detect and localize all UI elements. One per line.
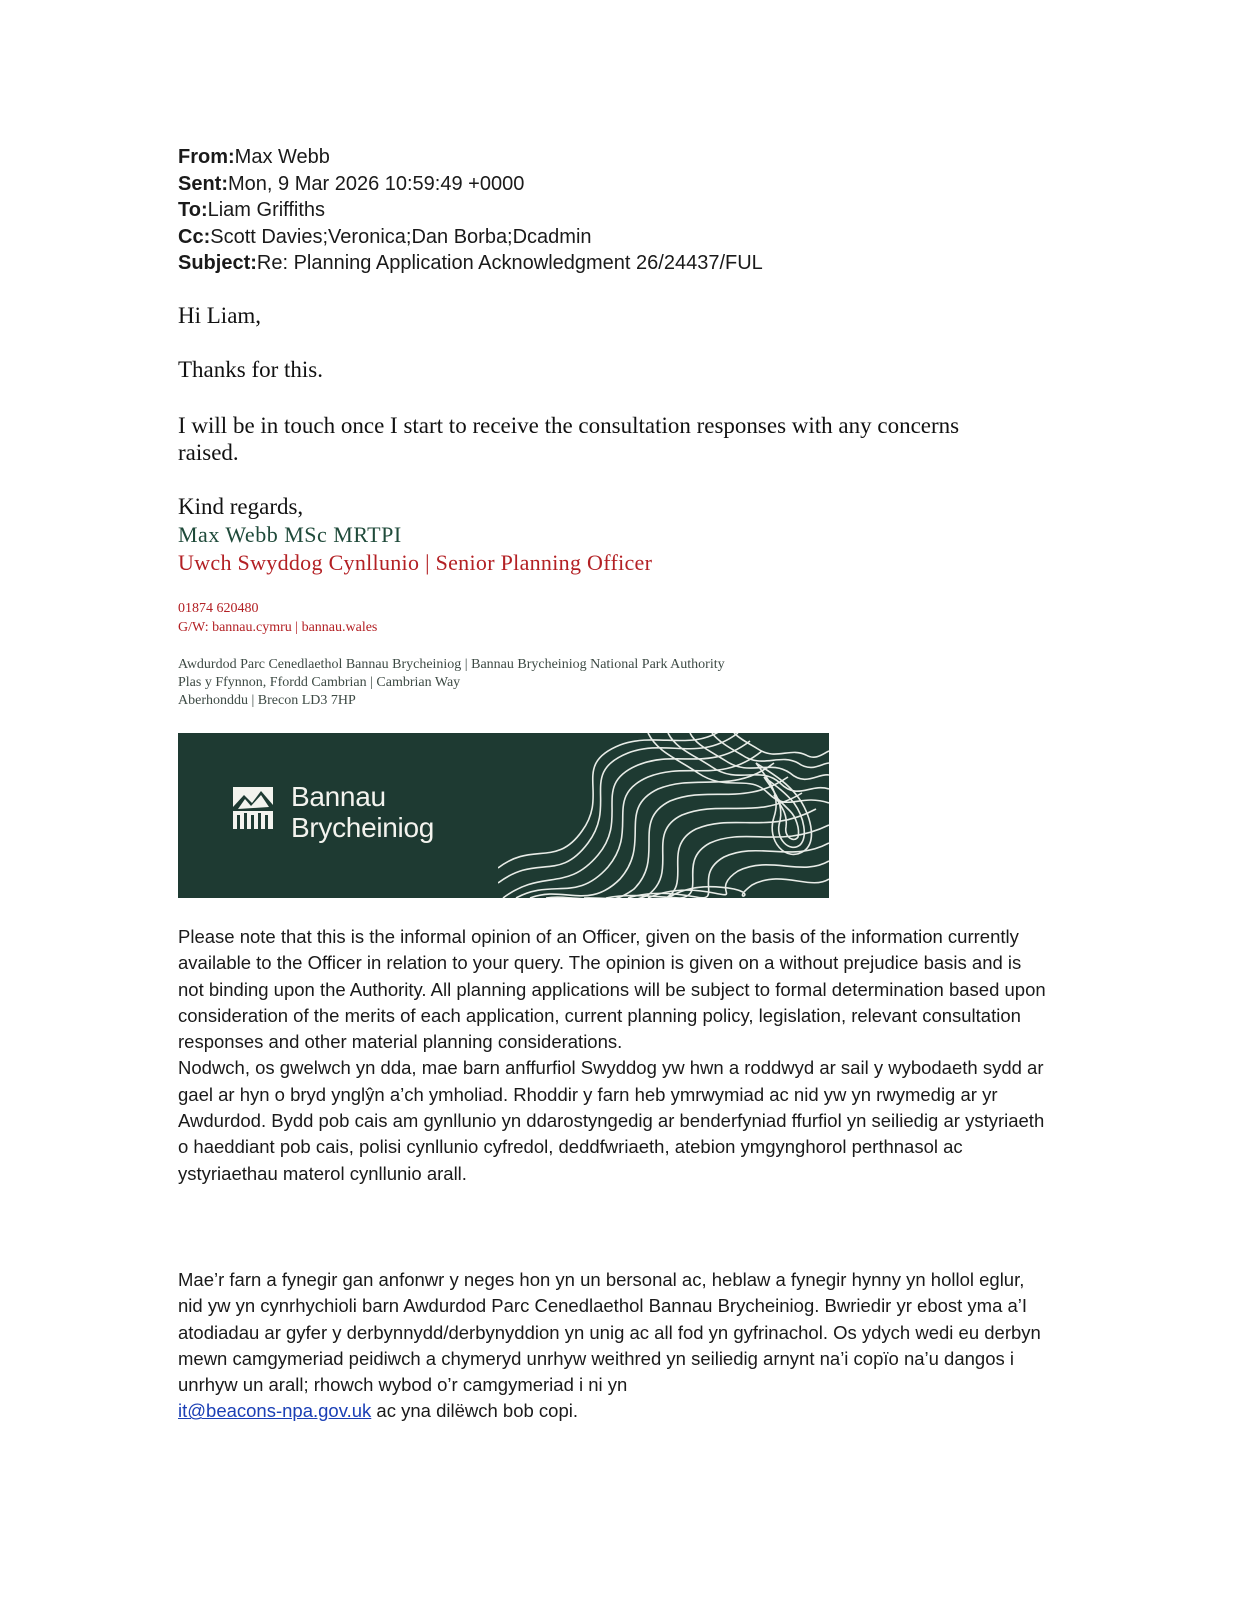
subject-label: Subject:	[178, 252, 257, 274]
sent-row	[178, 171, 763, 198]
disclaimer-block	[178, 924, 1048, 1187]
from-label: From:	[178, 146, 235, 168]
cc-value: Scott Davies;Veronica;Dan Borba;Dcadmin	[210, 225, 592, 248]
confidentiality-tail: ac yna dilëwch bob copi.	[371, 1400, 578, 1422]
banner-logo-text	[291, 781, 434, 843]
sent-value: Mon, 9 Mar 2026 10:59:49 +0000	[228, 172, 525, 195]
contour-lines-graphic	[498, 733, 829, 898]
signature-name: Max Webb MSc MRTPI	[178, 522, 402, 547]
confidentiality-notice	[178, 1267, 1048, 1425]
signature-phone: 01874 620480	[178, 601, 259, 616]
address-line-1: Awdurdod Parc Cenedlaethol Bannau Brycheiniog | Bannau Brycheiniog National Park Authority	[178, 657, 725, 672]
signature-title: Uwch Swyddog Cynllunio | Senior Planning Officer	[178, 550, 653, 575]
confidentiality-text: Mae’r farn a fynegir gan anfonwr y neges hon yn un bersonal ac, heblaw a fynegir hynny yn hollol eglur, nid yw yn cynrhychioli barn Awdurdod Parc Cenedlaethol Bannau Brycheiniog. Bwriedir yr ebost yma a’I atodiadau ar gyfer y derbynnydd/derbynyddion yn unig ac all fod yn gyfrinachol. Os ydych wedi eu derbyn mewn camgymeriad peidiwch a chymeryd unrhyw weithred yn seiliedig arnynt na’i copïo na’u dangos i unrhyw un arall; rhowch wybod o’r camgymeriad i ni yn	[178, 1269, 1041, 1396]
bannau-logo-icon	[230, 785, 276, 835]
banner-line-1: Bannau	[291, 781, 386, 812]
address-line-2: Plas y Ffynnon, Ffordd Cambrian | Cambrian Way	[178, 675, 461, 690]
signature-address	[178, 656, 725, 710]
disclaimer-english: Please note that this is the informal opinion of an Officer, given on the basis of the information currently available to the Officer in relation to your query. The opinion is given on a without prejudice basis and is not binding upon the Authority. All planning applications will be subject to formal determination based upon consideration of the merits of each application, current planning policy, legislation, relevant consultation responses and other material planning considerations.	[178, 926, 1046, 1053]
address-line-3: Aberhonddu | Brecon LD3 7HP	[178, 693, 356, 708]
disclaimer-welsh: Nodwch, os gwelwch yn dda, mae barn anffurfiol Swyddog yw hwn a roddwyd ar sail y wybodaeth sydd ar gael ar hyn o bryd ynglŷn a’ch ymholiad. Rhoddir y farn heb ymrwymiad ac nid yw yn rwymedig ar yr Awdurdod. Bydd pob cais am gynllunio yn ddarostyngedig ar benderfyniad ffurfiol yn seiliedig ar ystyriaeth o haeddiant pob cais, polisi cynllunio cyfredol, deddfwriaeth, atebion ymgynghorol perthnasol ac ystyriaethau materol cynllunio arall.	[178, 1057, 1045, 1184]
thanks-line: Thanks for this.	[178, 357, 324, 382]
to-row	[178, 197, 763, 224]
banner-line-2: Brycheiniog	[291, 812, 435, 843]
message-line: I will be in touch once I start to receive the consultation responses with any concerns raised.	[178, 413, 960, 465]
to-label: To:	[178, 199, 208, 221]
brand-banner	[178, 733, 829, 898]
from-row	[178, 144, 763, 171]
from-value: Max Webb	[234, 146, 330, 168]
email-header	[178, 144, 763, 277]
cc-label: Cc:	[178, 225, 211, 248]
signature-web: G/W: bannau.cymru | bannau.wales	[178, 620, 378, 635]
to-value: Liam Griffiths	[207, 199, 326, 221]
it-email-link[interactable]: it@beacons-npa.gov.uk	[178, 1400, 372, 1422]
sent-label: Sent:	[178, 172, 228, 195]
subject-value: Re: Planning Application Acknowledgment 26/24437/FUL	[256, 252, 763, 274]
greeting: Hi Liam,	[178, 303, 262, 328]
closing: Kind regards,	[178, 494, 304, 519]
cc-row	[178, 224, 763, 251]
subject-row	[178, 250, 763, 277]
